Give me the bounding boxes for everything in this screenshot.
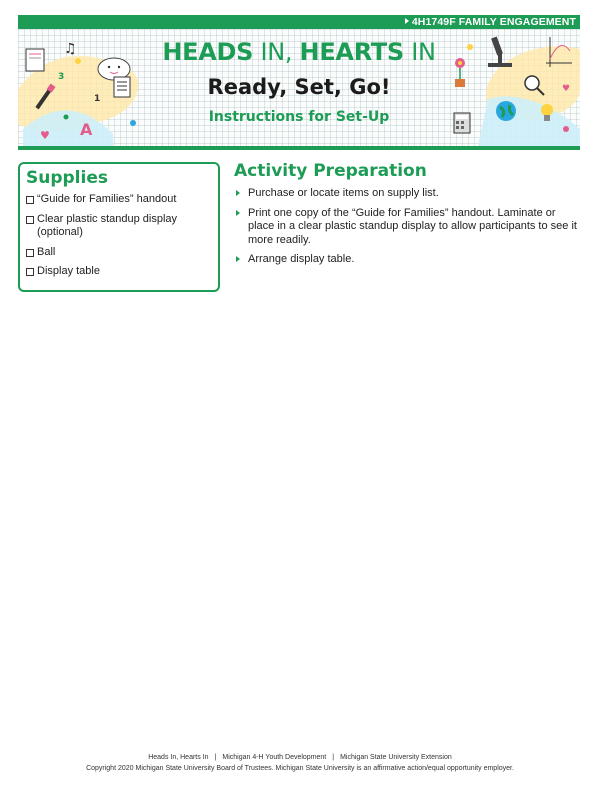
header-banner (18, 29, 580, 146)
activity-preparation (234, 161, 580, 273)
program-code (405, 15, 576, 29)
number-three-icon: 3 (58, 72, 65, 82)
page-title: Ready, Set, Go! (207, 75, 391, 99)
program-code-bar (18, 15, 580, 29)
supplies-heading: Supplies (26, 168, 108, 188)
checkbox-icon (26, 196, 34, 204)
banner-bottom-rule (18, 146, 580, 150)
footer-part: Michigan State University Extension (340, 754, 452, 761)
number-one-icon: 1 (94, 94, 101, 104)
checkbox-icon (26, 216, 34, 224)
page-footer (0, 752, 600, 774)
supply-item (26, 193, 212, 207)
footer-copyright: Copyright 2020 Michigan State University Board of Trustees. Michigan State University is an affirmative action/equal opportunity employer. (86, 765, 514, 772)
prep-item-text: Purchase or locate items on supply list. (248, 187, 439, 199)
supplies-list (26, 193, 212, 279)
supply-item (26, 265, 212, 279)
footer-separator: | (332, 754, 335, 761)
footer-part: Michigan 4-H Youth Development (222, 754, 327, 761)
prep-item (234, 253, 580, 267)
brand-wordmark (18, 38, 580, 66)
brand-heads: HEADS (162, 38, 254, 66)
supplies-box (18, 162, 220, 292)
heart-icon: ♥ (40, 129, 50, 142)
supply-item-text: Ball (37, 245, 56, 258)
music-note-icon: ♫ (64, 41, 77, 57)
supply-item (26, 213, 212, 240)
supply-item (26, 246, 212, 260)
footer-credits (0, 752, 600, 763)
brand-hearts: HEARTS (299, 38, 404, 66)
bullet-arrow-icon (236, 210, 240, 216)
page-subtitle: Instructions for Set-Up (208, 109, 390, 125)
pink-dot-right (563, 126, 569, 132)
program-code-text: 4H1749F FAMILY ENGAGEMENT (411, 16, 576, 28)
footer-part: Heads In, Hearts In (148, 754, 209, 761)
checkbox-icon (26, 249, 34, 257)
prep-item (234, 207, 580, 248)
checkbox-icon (26, 268, 34, 276)
supply-item-text: “Guide for Families” handout (37, 193, 177, 205)
bullet-arrow-icon (236, 256, 240, 262)
arrow-icon (405, 18, 409, 24)
supply-item-text: Clear plastic standup display (optional) (37, 212, 178, 238)
prep-list (234, 187, 580, 267)
brand-in-2: IN (403, 38, 436, 66)
heart-icon-right: ♥ (562, 84, 571, 94)
bullet-arrow-icon (236, 190, 240, 196)
supply-item-text: Display table (37, 265, 100, 277)
prep-item-text: Arrange display table. (248, 253, 355, 265)
prep-item (234, 187, 580, 201)
prep-item-text: Print one copy of the “Guide for Families” handout. Laminate or place in a clear plastic standup display to allow participants to see it more readily. (248, 206, 577, 246)
footer-separator: | (214, 754, 217, 761)
brand-in-1: IN, (253, 38, 300, 66)
prep-heading: Activity Preparation (234, 161, 427, 181)
letter-a-icon: A (80, 120, 93, 139)
